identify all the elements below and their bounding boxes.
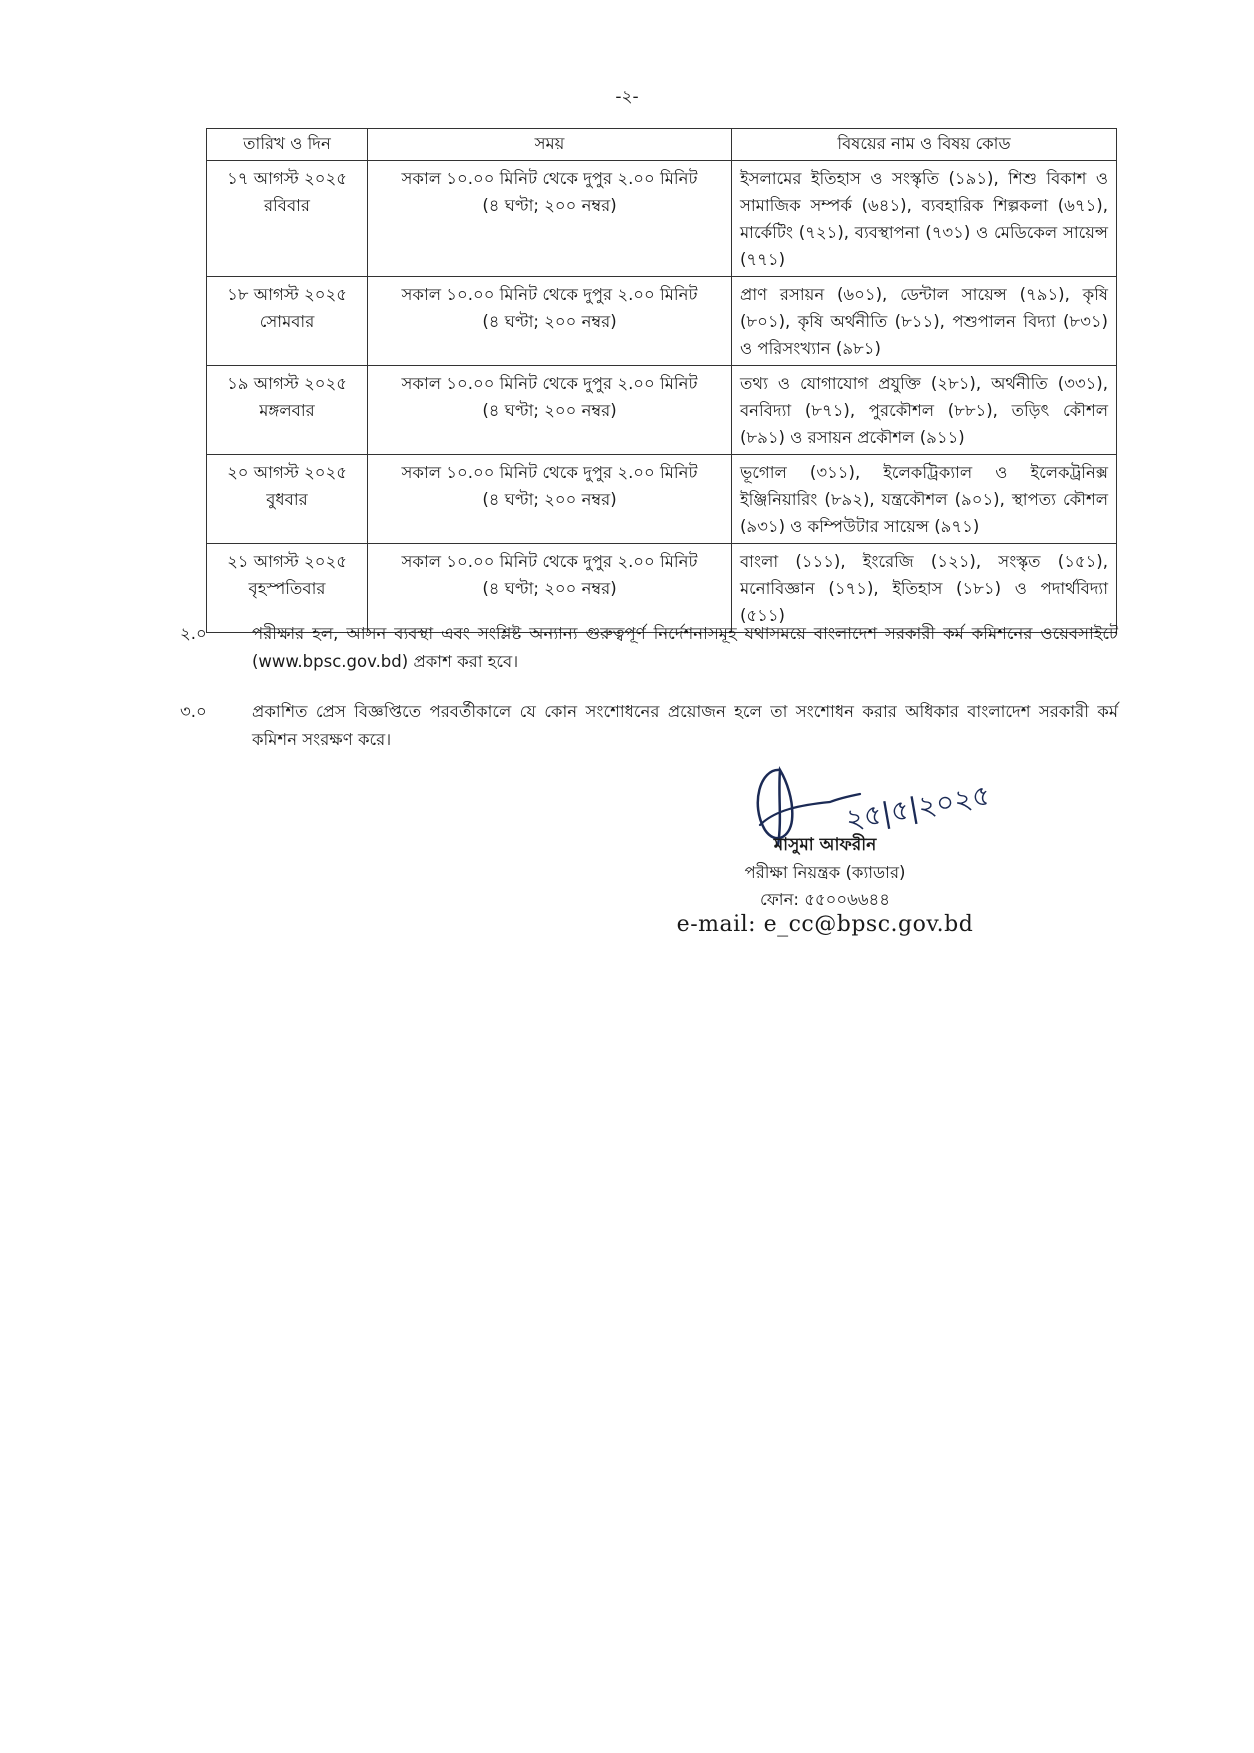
header-time: সময় <box>368 129 732 161</box>
exam-day: মঙ্গলবার <box>259 401 315 420</box>
exam-duration: (৪ ঘণ্টা; ২০০ নম্বর) <box>482 401 617 420</box>
exam-date: ১৮ আগস্ট ২০২৫ <box>227 285 347 304</box>
exam-time: সকাল ১০.০০ মিনিট থেকে দুপুর ২.০০ মিনিট <box>401 285 698 304</box>
exam-time: সকাল ১০.০০ মিনিট থেকে দুপুর ২.০০ মিনিট <box>401 169 698 188</box>
time-cell <box>368 277 732 366</box>
exam-date: ১৭ আগস্ট ২০২৫ <box>227 169 347 188</box>
exam-time: সকাল ১০.০০ মিনিট থেকে দুপুর ২.০০ মিনিট <box>401 463 698 482</box>
exam-time: সকাল ১০.০০ মিনিট থেকে দুপুর ২.০০ মিনিট <box>401 374 698 393</box>
table-header-row <box>207 129 1117 161</box>
subjects-cell: তথ্য ও যোগাযোগ প্রযুক্তি (২৮১), অর্থনীতি (৩৩১), বনবিদ্যা (৮৭১), পুরকৌশল (৮৮১), তড়িৎ কৌশল (৮৯১) ও রসায়ন প্রকৌশল (৯১১) <box>732 366 1117 455</box>
date-cell <box>207 455 368 544</box>
signatory-designation: পরীক্ষা নিয়ন্ত্রক (ক্যাডার) <box>744 863 906 882</box>
exam-day: রবিবার <box>263 196 311 215</box>
date-cell <box>207 366 368 455</box>
exam-date: ১৯ আগস্ট ২০২৫ <box>227 374 347 393</box>
table-row <box>207 455 1117 544</box>
table-row <box>207 277 1117 366</box>
exam-duration: (৪ ঘণ্টা; ২০০ নম্বর) <box>482 196 617 215</box>
exam-duration: (৪ ঘণ্টা; ২০০ নম্বর) <box>482 312 617 331</box>
paragraph-text: প্রকাশিত প্রেস বিজ্ঞপ্তিতে পরবর্তীকালে যে কোন সংশোধনের প্রয়োজন হলে তা সংশোধন করার অধিকার বাংলাদেশ সরকারী কর্ম কমিশন সংরক্ষণ করে। <box>252 702 1118 749</box>
exam-duration: (৪ ঘণ্টা; ২০০ নম্বর) <box>482 490 617 509</box>
exam-schedule-table <box>206 128 1117 633</box>
date-cell <box>207 161 368 277</box>
signature-date: ২৫|৫|২০২৫ <box>843 778 993 837</box>
subjects-cell: প্রাণ রসায়ন (৬০১), ডেন্টাল সায়েন্স (৭৯১), কৃষি (৮০১), কৃষি অর্থনীতি (৮১১), পশুপালন বিদ্যা (৮৩১) ও পরিসংখ্যান (৯৮১) <box>732 277 1117 366</box>
header-date-day: তারিখ ও দিন <box>207 129 368 161</box>
time-cell <box>368 366 732 455</box>
paragraph-number: ৩.০ <box>180 702 207 721</box>
paragraph-text: পরীক্ষার হল, আসন ব্যবস্থা এবং সংশ্লিষ্ট অন্যান্য গুরুত্বপূর্ণ নির্দেশনাসমূহ যথাসময়ে বাংলাদেশ সরকারী কর্ম কমিশনের ওয়েবসাইটে (www.bpsc.gov.bd) প্রকাশ করা হবে। <box>252 624 1118 671</box>
exam-day: সোমবার <box>259 312 315 331</box>
exam-time: সকাল ১০.০০ মিনিট থেকে দুপুর ২.০০ মিনিট <box>401 552 698 571</box>
subjects-cell: বাংলা (১১১), ইংরেজি (১২১), সংস্কৃত (১৫১), মনোবিজ্ঞান (১৭১), ইতিহাস (১৮১) ও পদার্থবিদ্যা (৫১১) <box>732 544 1117 633</box>
paragraph-3 <box>180 698 1118 758</box>
signatory-name: মাসুমা আফরীন <box>773 835 877 855</box>
time-cell <box>368 455 732 544</box>
time-cell <box>368 161 732 277</box>
exam-duration: (৪ ঘণ্টা; ২০০ নম্বর) <box>482 579 617 598</box>
header-subjects: বিষয়ের নাম ও বিষয় কোড <box>732 129 1117 161</box>
table-row <box>207 161 1117 277</box>
subjects-cell: ইসলামের ইতিহাস ও সংস্কৃতি (১৯১), শিশু বিকাশ ও সামাজিক সম্পর্ক (৬৪১), ব্যবহারিক শিল্পকলা (৬৭১), মার্কেটিং (৭২১), ব্যবস্থাপনা (৭৩১) ও মেডিকেল সায়েন্স (৭৭১) <box>732 161 1117 277</box>
exam-date: ২১ আগস্ট ২০২৫ <box>227 552 347 571</box>
signatory-phone: ফোন: ৫৫০০৬৬৪৪ <box>760 890 890 909</box>
exam-day: বুধবার <box>266 490 308 509</box>
exam-date: ২০ আগস্ট ২০২৫ <box>227 463 347 482</box>
date-cell <box>207 277 368 366</box>
page-number: -২- <box>615 87 639 107</box>
exam-day: বৃহস্পতিবার <box>248 579 326 598</box>
table-row <box>207 366 1117 455</box>
paragraph-number: ২.০ <box>180 624 207 643</box>
paragraph-2 <box>180 620 1118 680</box>
subjects-cell: ভূগোল (৩১১), ইলেকট্রিক্যাল ও ইলেকট্রনিক্স ইঞ্জিনিয়ারিং (৮৯২), যন্ত্রকৌশল (৯০১), স্থাপত্য কৌশল (৯৩১) ও কম্পিউটার সায়েন্স (৯৭১) <box>732 455 1117 544</box>
signatory-email: e-mail: e_cc@bpsc.gov.bd <box>676 912 974 937</box>
